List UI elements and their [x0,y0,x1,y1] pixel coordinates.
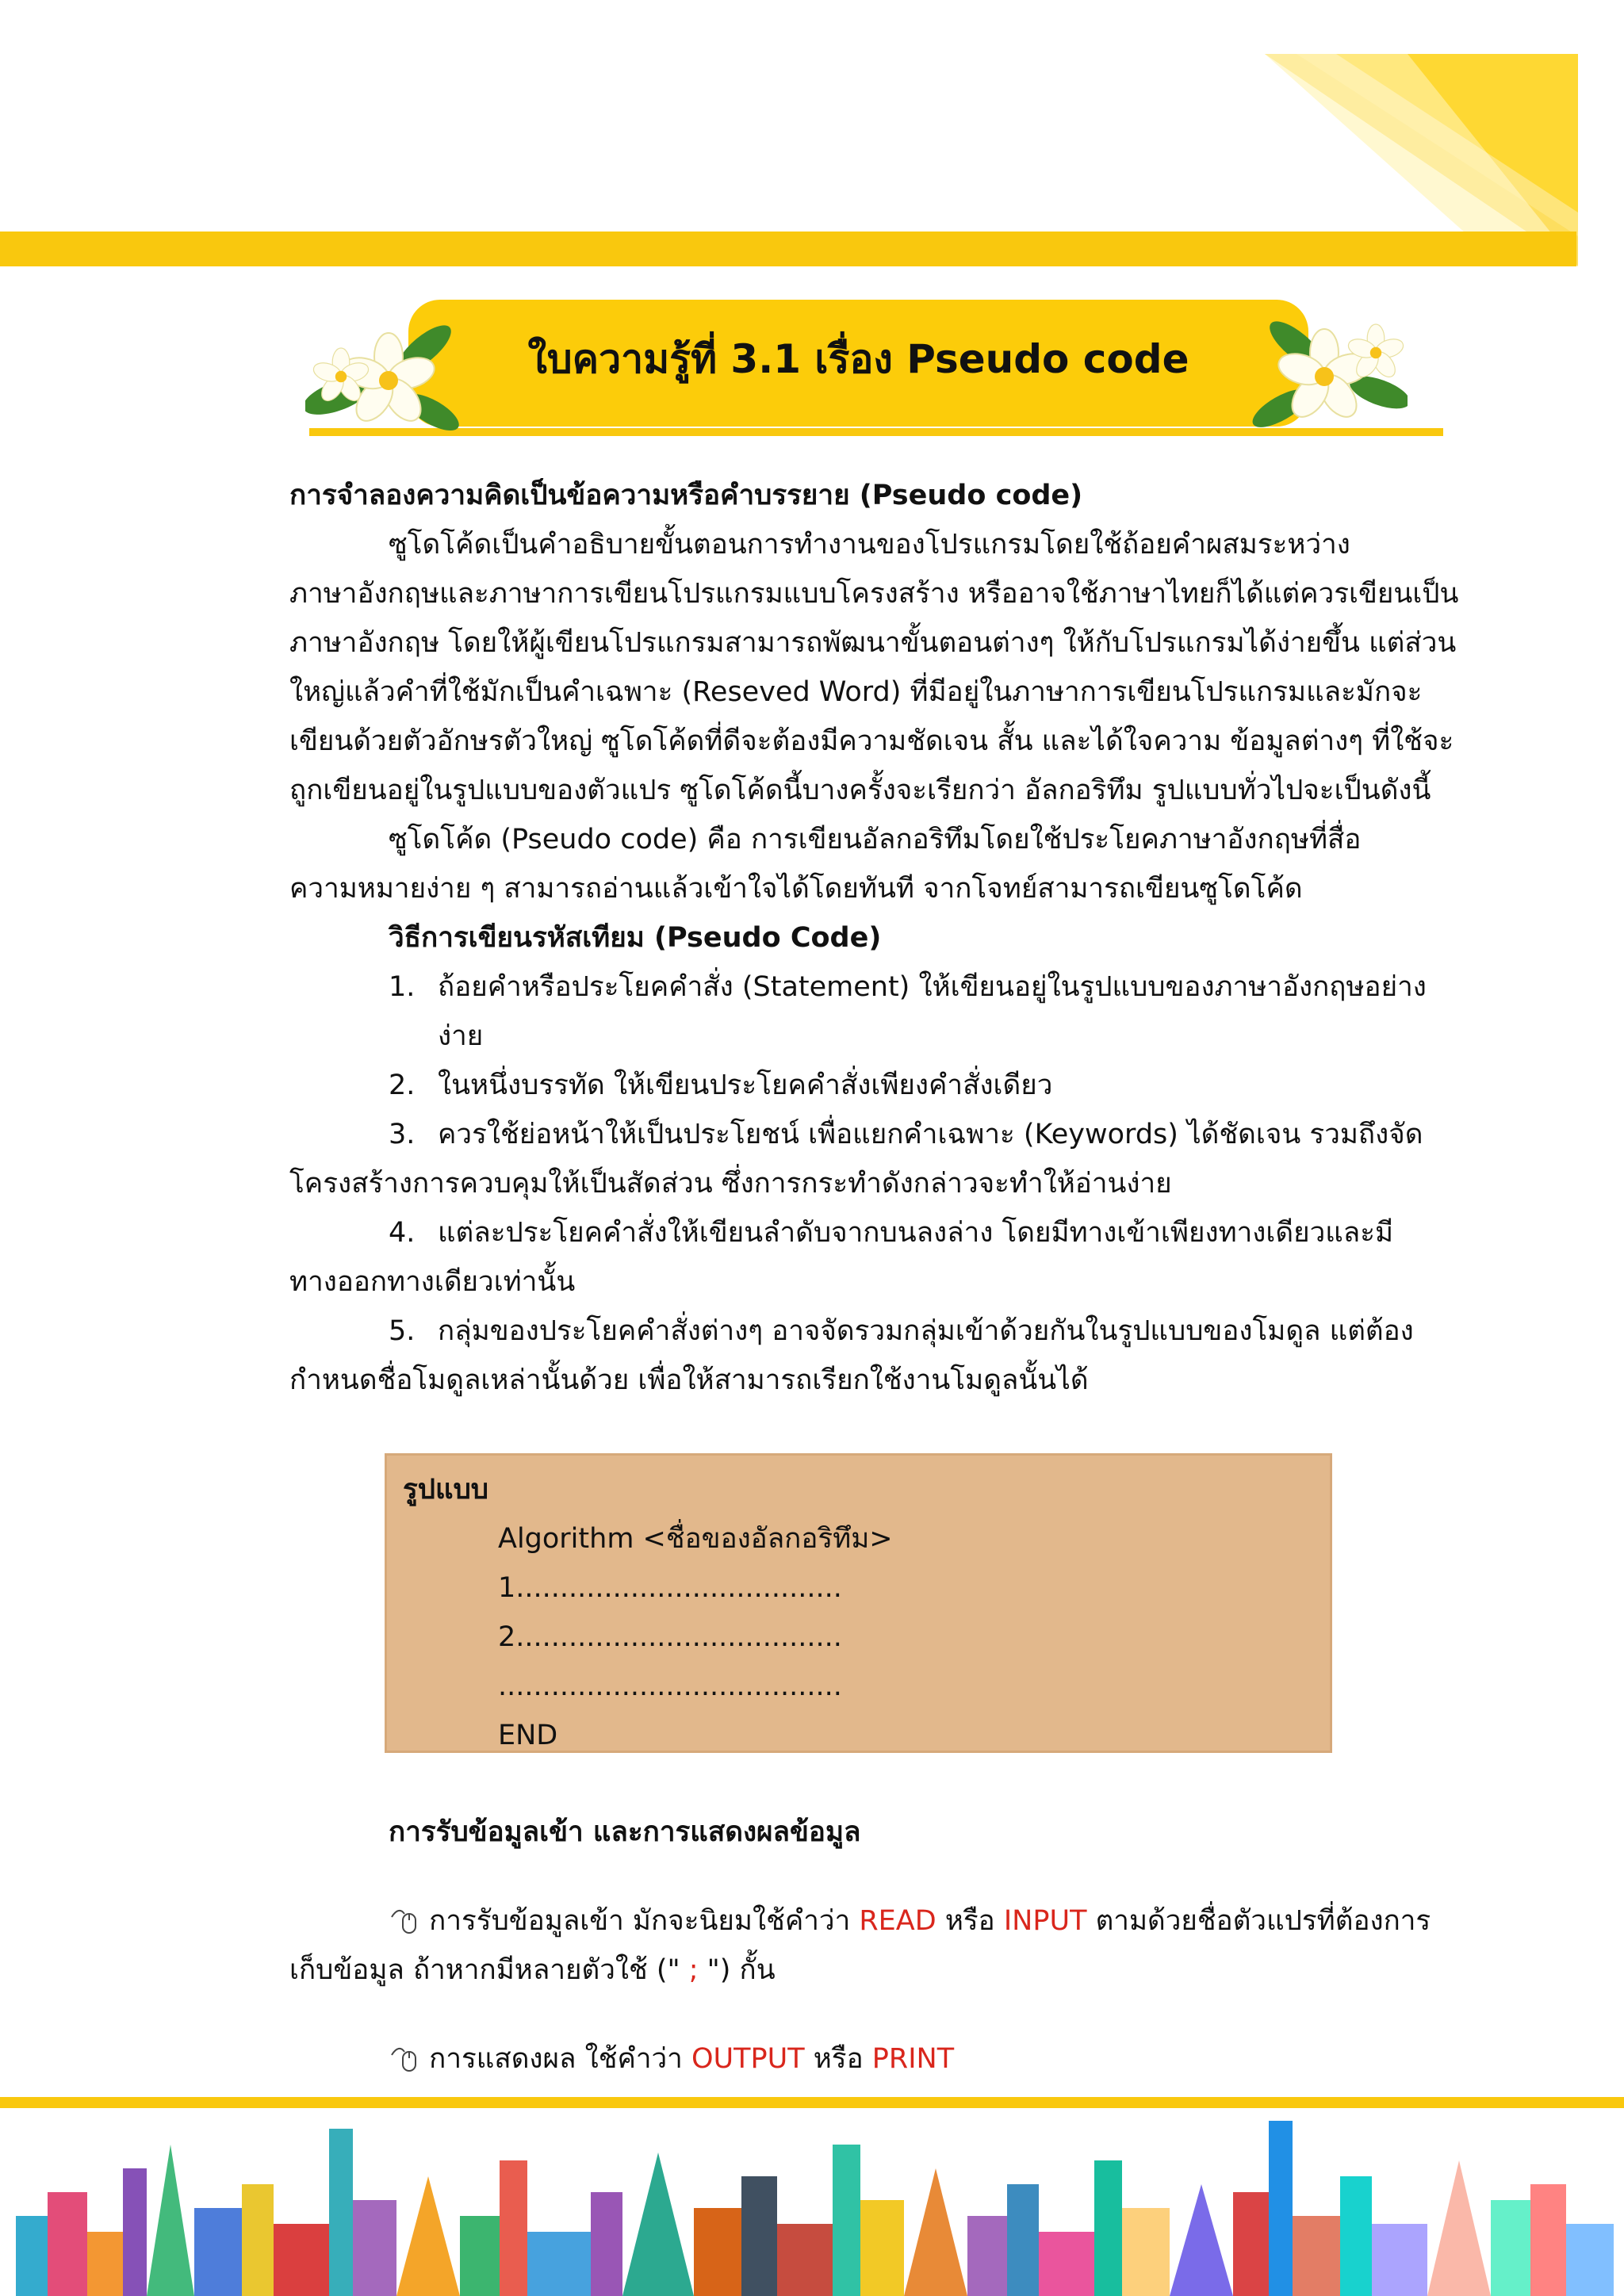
flower-icon [1249,297,1408,440]
input-line2-post: ") กั้น [698,1954,776,1986]
separator-semicolon: ; [688,1954,699,1986]
list-item-number: 2. [389,1070,416,1101]
header-band [0,232,1576,266]
format-line: 2..................................... [498,1621,842,1653]
output-text-pre: การแสดงผล ใช้คำว่า [429,2043,691,2075]
paragraph-line: ซูโดโค้ด (Pseudo code) คือ การเขียนอัลกอริทึมโดยใช้ประโยคภาษาอังกฤษที่สื่อ [389,824,1362,855]
list-item-number: 5. [389,1315,416,1347]
list-item-text: ทางออกทางเดียวเท่านั้น [289,1266,576,1298]
input-text-pre: การรับข้อมูลเข้า มักจะนิยมใช้คำว่า [429,1905,860,1937]
list-item-text: ในหนึ่งบรรทัด ให้เขียนประโยคคำสั่งเพียงคำสั่งเดียว [438,1070,1053,1101]
format-line: Algorithm <ชื่อของอัลกอริทึม> [498,1523,893,1555]
list-item-text: กลุ่มของประโยคคำสั่งต่างๆ อาจจัดรวมกลุ่มเข้าด้วยกันในรูปแบบของโมดูล แต่ต้อง [438,1315,1414,1347]
subsection-heading: การรับข้อมูลเข้า และการแสดงผลข้อมูล [389,1816,861,1848]
paragraph-line: เขียนด้วยตัวอักษรตัวใหญ่ ซูโดโค้ดที่ดีจะต้องมีความชัดเจน สั้น และได้ใจความ ข้อมูลต่างๆ ที่ใช้จะ [289,725,1454,757]
section-heading: การจำลองความคิดเป็นข้อความหรือคำบรรยาย (Pseudo code) [289,480,1083,511]
output-description [389,2034,954,2084]
format-line: 1..................................... [498,1572,842,1604]
input-text-mid: หรือ [936,1905,1004,1937]
list-item-number: 4. [389,1217,416,1249]
paragraph-line: ซูโดโค้ดเป็นคำอธิบายขั้นตอนการทำงานของโปรแกรมโดยใช้ถ้อยคำผสมระหว่าง [389,529,1350,561]
list-item-number: 3. [389,1119,416,1150]
format-line: END [498,1720,558,1751]
subsection-heading: วิธีการเขียนรหัสเทียม (Pseudo Code) [389,922,882,954]
paragraph-line: ภาษาอังกฤษและภาษาการเขียนโปรแกรมแบบโครงสร้าง หรืออาจใช้ภาษาไทยก็ได้แต่ควรเขียนเป็น [289,578,1459,610]
input-description [389,1896,1431,1946]
list-item-number: 1. [389,971,416,1003]
keyword-input: INPUT [1003,1905,1087,1937]
format-label: รูปแบบ [403,1474,489,1506]
mouse-pointer-icon [389,1906,420,1938]
input-line2-pre: เก็บข้อมูล ถ้าหากมีหลายตัวใช้ (" [289,1954,689,1986]
input-text-post: ตามด้วยชื่อตัวแปรที่ต้องการ [1086,1905,1431,1937]
paragraph-line: ใหญ่แล้วคำที่ใช้มักเป็นคำเฉพาะ (Reseved Word) ที่มีอยู่ในภาษาการเขียนโปรแกรมและมักจะ [289,676,1423,708]
flower-icon [305,301,464,444]
output-text-mid: หรือ [804,2043,872,2075]
page-title: ใบความรู้ที่ 3.1 เรื่อง Pseudo code [527,336,1189,382]
list-item-text: ถ้อยคำหรือประโยคคำสั่ง (Statement) ให้เขียนอยู่ในรูปแบบของภาษาอังกฤษอย่าง [438,971,1427,1003]
keyword-print: PRINT [871,2043,955,2075]
list-item-text: โครงสร้างการควบคุมให้เป็นสัดส่วน ซึ่งการกระทำดังกล่าวจะทำให้อ่านง่าย [289,1168,1172,1200]
list-item-text: กำหนดชื่อโมดูลเหล่านั้นด้วย เพื่อให้สามารถเรียกใช้งานโมดูลนั้นได้ [289,1364,1089,1396]
list-item-text: ควรใช้ย่อหน้าให้เป็นประโยชน์ เพื่อแยกคำเฉพาะ (Keywords) ได้ชัดเจน รวมถึงจัด [438,1119,1423,1150]
list-item-text: ง่าย [438,1020,484,1052]
input-description-line2 [289,1946,776,1995]
paragraph-line: ภาษาอังกฤษ โดยให้ผู้เขียนโปรแกรมสามารถพัฒนาขั้นตอนต่างๆ ให้กับโปรแกรมได้ง่ายขึ้น แต่ส่วน [289,627,1457,659]
keyword-output: OUTPUT [691,2043,805,2075]
paragraph-line: ความหมายง่าย ๆ สามารถอ่านแล้วเข้าใจได้โดยทันที จากโจทย์สามารถเขียนซูโดโค้ด [289,873,1303,905]
list-item-text: แต่ละประโยคคำสั่งให้เขียนลำดับจากบนลงล่าง โดยมีทางเข้าเพียงทางเดียวและมี [438,1217,1394,1249]
pseudo-code-format-box [385,1453,1332,1753]
format-line: ....................................... [498,1670,842,1702]
paragraph-line: ถูกเขียนอยู่ในรูปแบบของตัวแปร ซูโดโค้ดนี้บางครั้งจะเรียกว่า อัลกอริทึม รูปแบบทั่วไปจะเป็นดังนี้ [289,775,1431,806]
city-skyline-illustration [0,2097,1624,2296]
keyword-read: READ [859,1905,936,1937]
mouse-pointer-icon [389,2044,420,2076]
